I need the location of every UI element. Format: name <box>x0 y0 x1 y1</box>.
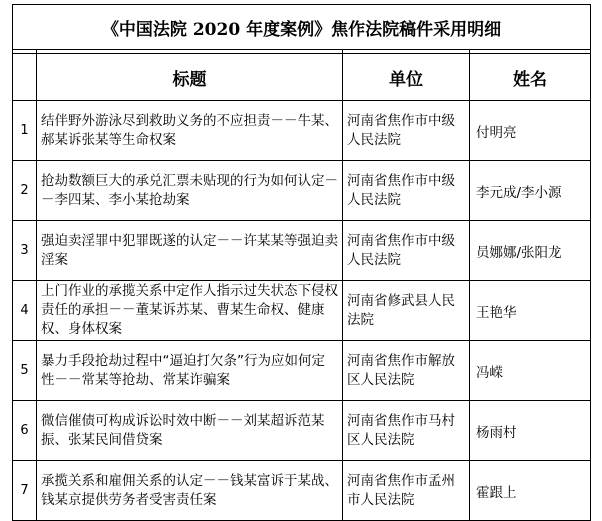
row-name-text: 王艳华 <box>476 304 517 321</box>
header-row <box>13 54 591 101</box>
row-number: 2 <box>13 161 37 221</box>
case-adoption-table <box>12 4 591 521</box>
table-row <box>13 161 591 221</box>
row-title: 暴力手段抢劫过程中“逼迫打欠条”行为应如何定性－－常某等抢劫、常某诈骗案 <box>37 341 343 401</box>
row-number: 6 <box>13 401 37 461</box>
row-name <box>470 221 591 281</box>
table-title: 《中国法院 2020 年度案例》焦作法院稿件采用明细 <box>13 5 591 50</box>
row-name-text: 李元成/李小源 <box>476 184 562 201</box>
row-title: 结伴野外游泳尽到救助义务的不应担责－－牛某、郝某诉张某等生命权案 <box>37 101 343 161</box>
row-title: 微信催债可构成诉讼时效中断－－刘某超诉范某振、张某民间借贷案 <box>37 401 343 461</box>
row-title: 承揽关系和雇佣关系的认定－－钱某富诉于某战、钱某京提供劳务者受害责任案 <box>37 461 343 521</box>
row-name <box>470 101 591 161</box>
table-row <box>13 101 591 161</box>
row-name <box>470 161 591 221</box>
table-row <box>13 341 591 401</box>
row-unit: 河南省焦作市中级人民法院 <box>343 221 470 281</box>
table-row <box>13 401 591 461</box>
row-number: 5 <box>13 341 37 401</box>
row-number: 7 <box>13 461 37 521</box>
row-unit: 河南省焦作市孟州市人民法院 <box>343 461 470 521</box>
row-unit: 河南省修武县人民法院 <box>343 281 470 341</box>
header-title: 标题 <box>37 54 343 101</box>
row-name <box>470 341 591 401</box>
table-row <box>13 461 591 521</box>
row-unit: 河南省焦作市马村区人民法院 <box>343 401 470 461</box>
row-number: 1 <box>13 101 37 161</box>
row-title: 上门作业的承揽关系中定作人指示过失状态下侵权责任的承担－－董某诉苏某、曹某生命权、健康权、身体权案 <box>37 281 343 341</box>
table-row <box>13 221 591 281</box>
row-unit: 河南省焦作市中级人民法院 <box>343 161 470 221</box>
row-unit: 河南省焦作市解放区人民法院 <box>343 341 470 401</box>
row-title: 抢劫数额巨大的承兑汇票未贴现的行为如何认定－－李四某、李小某抢劫案 <box>37 161 343 221</box>
row-name <box>470 461 591 521</box>
row-name <box>470 401 591 461</box>
title-row <box>13 5 591 50</box>
row-name-text: 霍跟上 <box>476 484 517 501</box>
header-name: 姓名 <box>470 54 591 101</box>
table-row <box>13 281 591 341</box>
row-name-text: 杨雨村 <box>476 424 517 441</box>
row-unit: 河南省焦作市中级人民法院 <box>343 101 470 161</box>
header-unit: 单位 <box>343 54 470 101</box>
row-name <box>470 281 591 341</box>
row-name-text: 员娜娜/张阳龙 <box>476 244 562 261</box>
row-number: 4 <box>13 281 37 341</box>
row-name-text: 付明亮 <box>476 124 517 141</box>
header-number <box>13 54 37 101</box>
row-name-text: 冯嵘 <box>476 364 503 381</box>
row-title: 强迫卖淫罪中犯罪既遂的认定－－许某某等强迫卖淫案 <box>37 221 343 281</box>
row-number: 3 <box>13 221 37 281</box>
